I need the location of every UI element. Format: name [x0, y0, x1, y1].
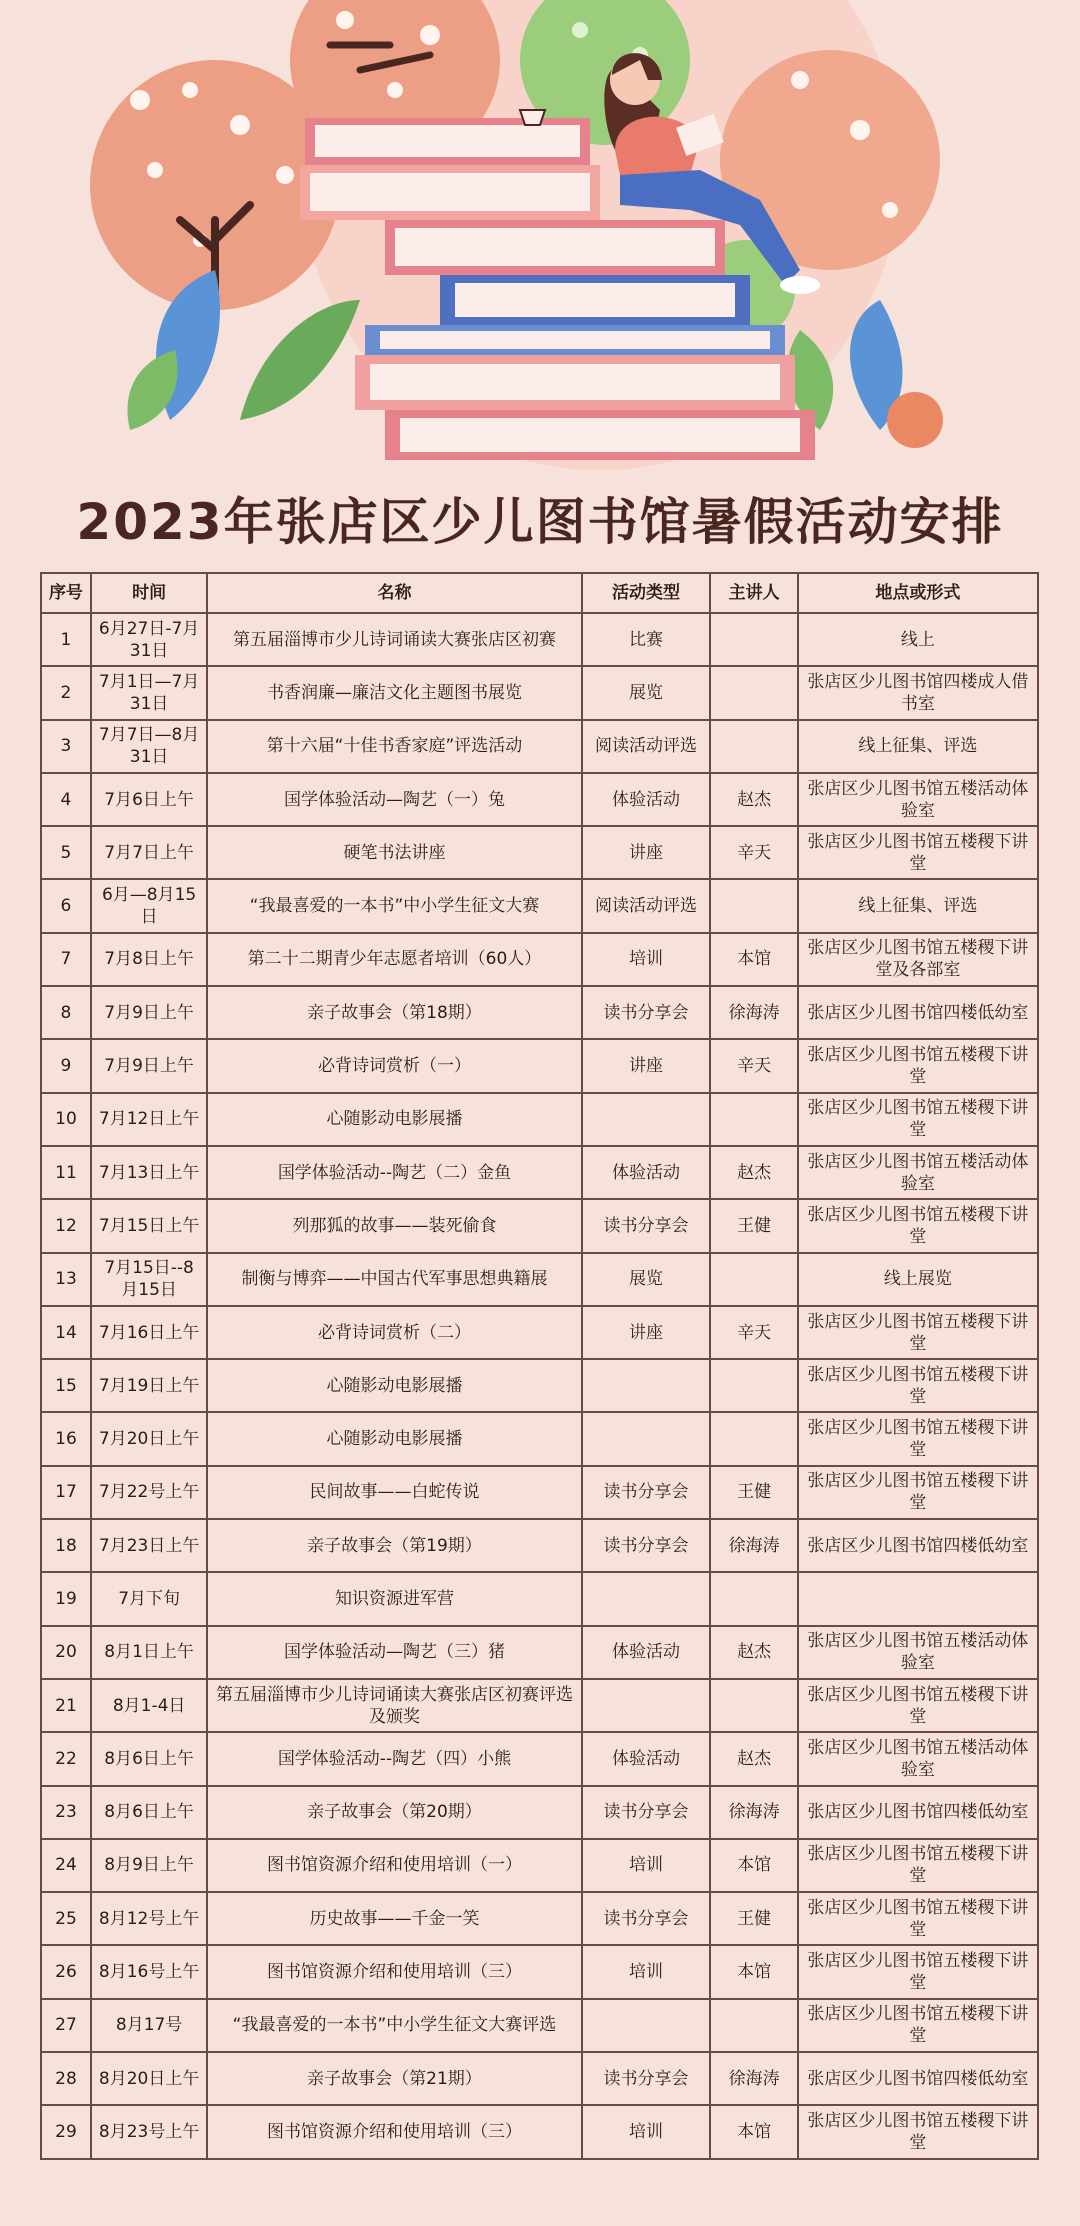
cell-time: 7月7日—8月31日 — [91, 720, 207, 773]
cell-name: 第二十二期青少年志愿者培训（60人） — [207, 933, 581, 986]
cell-no: 6 — [41, 879, 91, 932]
cell-time: 7月下旬 — [91, 1572, 207, 1625]
cell-speaker — [710, 613, 797, 666]
cell-location: 张店区少儿图书馆五楼稷下讲堂 — [798, 1999, 1038, 2052]
cell-no: 11 — [41, 1146, 91, 1199]
cell-location: 张店区少儿图书馆五楼稷下讲堂 — [798, 1039, 1038, 1092]
cell-type: 读书分享会 — [582, 1519, 711, 1572]
cell-location: 张店区少儿图书馆五楼活动体验室 — [798, 773, 1038, 826]
table-row — [41, 1839, 1038, 1892]
cell-type: 讲座 — [582, 1039, 711, 1092]
cell-type: 培训 — [582, 1945, 711, 1998]
cell-type — [582, 1412, 711, 1465]
cell-type: 培训 — [582, 1839, 711, 1892]
cell-no: 7 — [41, 933, 91, 986]
table-row — [41, 1199, 1038, 1252]
cell-type: 读书分享会 — [582, 1199, 711, 1252]
cell-speaker: 徐海涛 — [710, 1786, 797, 1839]
cell-type — [582, 1679, 711, 1732]
activity-schedule-table — [40, 572, 1039, 2160]
cell-location: 张店区少儿图书馆五楼稷下讲堂 — [798, 1839, 1038, 1892]
header-speaker: 主讲人 — [710, 573, 797, 613]
cell-name: 第五届淄博市少儿诗词诵读大赛张店区初赛 — [207, 613, 581, 666]
cell-name: 心随影动电影展播 — [207, 1412, 581, 1465]
cell-speaker: 辛天 — [710, 826, 797, 879]
table-row — [41, 1679, 1038, 1732]
cell-time: 8月16号上午 — [91, 1945, 207, 1998]
cell-location: 线上征集、评选 — [798, 879, 1038, 932]
cell-time: 7月6日上午 — [91, 773, 207, 826]
cell-speaker: 赵杰 — [710, 773, 797, 826]
table-row — [41, 1519, 1038, 1572]
cell-name: 必背诗词赏析（二） — [207, 1306, 581, 1359]
cell-name: “我最喜爱的一本书”中小学生征文大赛 — [207, 879, 581, 932]
cell-location: 张店区少儿图书馆四楼低幼室 — [798, 986, 1038, 1039]
table-row — [41, 1359, 1038, 1412]
cell-type: 体验活动 — [582, 1626, 711, 1679]
cell-no: 28 — [41, 2052, 91, 2105]
cell-time: 6月—8月15日 — [91, 879, 207, 932]
cell-location: 张店区少儿图书馆五楼活动体验室 — [798, 1626, 1038, 1679]
cell-name: 亲子故事会（第21期） — [207, 2052, 581, 2105]
cell-type: 比赛 — [582, 613, 711, 666]
cell-location: 张店区少儿图书馆五楼活动体验室 — [798, 1146, 1038, 1199]
cell-location: 张店区少儿图书馆四楼成人借书室 — [798, 666, 1038, 719]
cell-time: 8月6日上午 — [91, 1732, 207, 1785]
cell-type — [582, 1999, 711, 2052]
cell-time: 6月27日-7月31日 — [91, 613, 207, 666]
cell-type: 体验活动 — [582, 773, 711, 826]
cell-name: 国学体验活动—陶艺（三）猪 — [207, 1626, 581, 1679]
cell-no: 23 — [41, 1786, 91, 1839]
cell-name: 知识资源进军营 — [207, 1572, 581, 1625]
header-no: 序号 — [41, 573, 91, 613]
cell-location: 张店区少儿图书馆五楼稷下讲堂 — [798, 1945, 1038, 1998]
cell-speaker: 本馆 — [710, 1945, 797, 1998]
cell-name: 第十六届“十佳书香家庭”评选活动 — [207, 720, 581, 773]
header-location: 地点或形式 — [798, 573, 1038, 613]
cell-no: 10 — [41, 1093, 91, 1146]
cell-time: 8月1-4日 — [91, 1679, 207, 1732]
cell-time: 7月9日上午 — [91, 986, 207, 1039]
cell-location: 张店区少儿图书馆四楼低幼室 — [798, 1519, 1038, 1572]
cell-no: 29 — [41, 2105, 91, 2158]
cell-no: 24 — [41, 1839, 91, 1892]
cell-no: 22 — [41, 1732, 91, 1785]
cell-name: 列那狐的故事——装死偷食 — [207, 1199, 581, 1252]
cell-speaker — [710, 1999, 797, 2052]
cell-name: “我最喜爱的一本书”中小学生征文大赛评选 — [207, 1999, 581, 2052]
cell-time: 8月1日上午 — [91, 1626, 207, 1679]
cell-time: 8月9日上午 — [91, 1839, 207, 1892]
cell-speaker: 王健 — [710, 1892, 797, 1945]
cell-name: 硬笔书法讲座 — [207, 826, 581, 879]
cell-time: 7月9日上午 — [91, 1039, 207, 1092]
cell-no: 3 — [41, 720, 91, 773]
table-row — [41, 1306, 1038, 1359]
table-row — [41, 879, 1038, 932]
cell-type: 读书分享会 — [582, 1786, 711, 1839]
cell-speaker: 本馆 — [710, 2105, 797, 2158]
cell-location: 张店区少儿图书馆五楼稷下讲堂及各部室 — [798, 933, 1038, 986]
cell-type: 读书分享会 — [582, 1892, 711, 1945]
cell-no: 25 — [41, 1892, 91, 1945]
cell-no: 19 — [41, 1572, 91, 1625]
cell-no: 1 — [41, 613, 91, 666]
cell-name: 必背诗词赏析（一） — [207, 1039, 581, 1092]
cell-type: 展览 — [582, 666, 711, 719]
cell-location: 张店区少儿图书馆五楼稷下讲堂 — [798, 1466, 1038, 1519]
cell-name: 亲子故事会（第18期） — [207, 986, 581, 1039]
cell-type — [582, 1093, 711, 1146]
cell-type — [582, 1359, 711, 1412]
cell-name: 亲子故事会（第20期） — [207, 1786, 581, 1839]
cell-type: 阅读活动评选 — [582, 879, 711, 932]
cell-time: 7月16日上午 — [91, 1306, 207, 1359]
cell-time: 7月12日上午 — [91, 1093, 207, 1146]
cell-location: 张店区少儿图书馆五楼稷下讲堂 — [798, 1199, 1038, 1252]
table-row — [41, 1786, 1038, 1839]
cell-location: 线上 — [798, 613, 1038, 666]
cell-no: 4 — [41, 773, 91, 826]
cell-time: 7月8日上午 — [91, 933, 207, 986]
cell-no: 27 — [41, 1999, 91, 2052]
table-row — [41, 1146, 1038, 1199]
cell-time: 7月1日—7月31日 — [91, 666, 207, 719]
cell-no: 8 — [41, 986, 91, 1039]
table-row — [41, 1572, 1038, 1625]
cell-speaker: 赵杰 — [710, 1626, 797, 1679]
cell-location: 张店区少儿图书馆五楼稷下讲堂 — [798, 1892, 1038, 1945]
cell-type: 读书分享会 — [582, 1466, 711, 1519]
cell-type: 培训 — [582, 2105, 711, 2158]
cell-no: 14 — [41, 1306, 91, 1359]
cell-location: 张店区少儿图书馆五楼稷下讲堂 — [798, 2105, 1038, 2158]
cell-time: 8月12号上午 — [91, 1892, 207, 1945]
cell-time: 7月15日上午 — [91, 1199, 207, 1252]
cell-speaker: 徐海涛 — [710, 2052, 797, 2105]
cell-time: 7月13日上午 — [91, 1146, 207, 1199]
cell-speaker — [710, 1572, 797, 1625]
cell-location: 张店区少儿图书馆五楼稷下讲堂 — [798, 826, 1038, 879]
table-row — [41, 2052, 1038, 2105]
cell-location: 张店区少儿图书馆四楼低幼室 — [798, 1786, 1038, 1839]
cell-no: 13 — [41, 1253, 91, 1306]
cell-speaker: 本馆 — [710, 933, 797, 986]
hero-illustration — [0, 0, 1080, 470]
cell-no: 26 — [41, 1945, 91, 1998]
cell-location: 张店区少儿图书馆五楼稷下讲堂 — [798, 1306, 1038, 1359]
cell-type: 读书分享会 — [582, 986, 711, 1039]
cell-speaker — [710, 879, 797, 932]
cell-type: 培训 — [582, 933, 711, 986]
cell-name: 书香润廉—廉洁文化主题图书展览 — [207, 666, 581, 719]
table-row — [41, 1892, 1038, 1945]
cell-speaker: 辛天 — [710, 1306, 797, 1359]
cell-speaker: 徐海涛 — [710, 986, 797, 1039]
cell-speaker — [710, 666, 797, 719]
cell-name: 国学体验活动--陶艺（二）金鱼 — [207, 1146, 581, 1199]
table-row — [41, 826, 1038, 879]
header-type: 活动类型 — [582, 573, 711, 613]
cell-time: 7月20日上午 — [91, 1412, 207, 1465]
table-row — [41, 773, 1038, 826]
table-row — [41, 1999, 1038, 2052]
cell-time: 7月23日上午 — [91, 1519, 207, 1572]
cell-no: 2 — [41, 666, 91, 719]
table-row — [41, 933, 1038, 986]
cell-name: 历史故事——千金一笑 — [207, 1892, 581, 1945]
cell-no: 9 — [41, 1039, 91, 1092]
table-row — [41, 2105, 1038, 2158]
cell-name: 民间故事——白蛇传说 — [207, 1466, 581, 1519]
table-row — [41, 720, 1038, 773]
cell-name: 第五届淄博市少儿诗词诵读大赛张店区初赛评选及颁奖 — [207, 1679, 581, 1732]
header-time: 时间 — [91, 573, 207, 613]
cell-speaker: 徐海涛 — [710, 1519, 797, 1572]
cell-name: 图书馆资源介绍和使用培训（三） — [207, 1945, 581, 1998]
cell-type: 体验活动 — [582, 1146, 711, 1199]
cell-name: 图书馆资源介绍和使用培训（一） — [207, 1839, 581, 1892]
cell-location: 张店区少儿图书馆四楼低幼室 — [798, 2052, 1038, 2105]
cell-time: 7月15日--8月15日 — [91, 1253, 207, 1306]
cell-no: 17 — [41, 1466, 91, 1519]
cell-speaker — [710, 1093, 797, 1146]
header-name: 名称 — [207, 573, 581, 613]
cell-type: 体验活动 — [582, 1732, 711, 1785]
cell-speaker: 王健 — [710, 1466, 797, 1519]
cell-no: 16 — [41, 1412, 91, 1465]
cell-no: 12 — [41, 1199, 91, 1252]
cell-no: 20 — [41, 1626, 91, 1679]
cell-type — [582, 1572, 711, 1625]
table-row — [41, 613, 1038, 666]
cell-location: 张店区少儿图书馆五楼稷下讲堂 — [798, 1093, 1038, 1146]
cell-location: 张店区少儿图书馆五楼稷下讲堂 — [798, 1412, 1038, 1465]
cell-name: 亲子故事会（第19期） — [207, 1519, 581, 1572]
cell-no: 18 — [41, 1519, 91, 1572]
cell-location: 张店区少儿图书馆五楼活动体验室 — [798, 1732, 1038, 1785]
cell-type: 展览 — [582, 1253, 711, 1306]
cell-name: 图书馆资源介绍和使用培训（三） — [207, 2105, 581, 2158]
cell-no: 5 — [41, 826, 91, 879]
cell-speaker — [710, 1359, 797, 1412]
cell-type: 读书分享会 — [582, 2052, 711, 2105]
cell-speaker: 王健 — [710, 1199, 797, 1252]
cell-speaker: 赵杰 — [710, 1146, 797, 1199]
cell-location — [798, 1572, 1038, 1625]
page-title: 2023年张店区少儿图书馆暑假活动安排 — [76, 493, 1004, 551]
cell-no: 15 — [41, 1359, 91, 1412]
cell-location: 张店区少儿图书馆五楼稷下讲堂 — [798, 1679, 1038, 1732]
cell-speaker: 本馆 — [710, 1839, 797, 1892]
cell-no: 21 — [41, 1679, 91, 1732]
cell-speaker — [710, 1412, 797, 1465]
cell-location: 线上征集、评选 — [798, 720, 1038, 773]
table-row — [41, 1412, 1038, 1465]
cell-time: 8月20日上午 — [91, 2052, 207, 2105]
cell-type: 阅读活动评选 — [582, 720, 711, 773]
cell-name: 国学体验活动--陶艺（四）小熊 — [207, 1732, 581, 1785]
cell-location: 线上展览 — [798, 1253, 1038, 1306]
cell-time: 8月6日上午 — [91, 1786, 207, 1839]
cell-name: 制衡与博弈——中国古代军事思想典籍展 — [207, 1253, 581, 1306]
cell-speaker: 赵杰 — [710, 1732, 797, 1785]
cell-time: 8月23号上午 — [91, 2105, 207, 2158]
table-row — [41, 1466, 1038, 1519]
cell-time: 7月19日上午 — [91, 1359, 207, 1412]
table-row — [41, 1732, 1038, 1785]
cell-type: 讲座 — [582, 826, 711, 879]
cell-location: 张店区少儿图书馆五楼稷下讲堂 — [798, 1359, 1038, 1412]
cell-speaker — [710, 1253, 797, 1306]
cell-name: 心随影动电影展播 — [207, 1093, 581, 1146]
table-row — [41, 666, 1038, 719]
table-row — [41, 1945, 1038, 1998]
table-row — [41, 1039, 1038, 1092]
table-row — [41, 986, 1038, 1039]
table-row — [41, 1253, 1038, 1306]
cell-name: 国学体验活动—陶艺（一）兔 — [207, 773, 581, 826]
table-row — [41, 1093, 1038, 1146]
cell-time: 8月17号 — [91, 1999, 207, 2052]
cell-speaker — [710, 1679, 797, 1732]
cell-time: 7月7日上午 — [91, 826, 207, 879]
cell-speaker — [710, 720, 797, 773]
cell-type: 讲座 — [582, 1306, 711, 1359]
cell-name: 心随影动电影展播 — [207, 1359, 581, 1412]
cell-time: 7月22号上午 — [91, 1466, 207, 1519]
table-row — [41, 1626, 1038, 1679]
table-header-row — [41, 573, 1038, 613]
cell-speaker: 辛天 — [710, 1039, 797, 1092]
